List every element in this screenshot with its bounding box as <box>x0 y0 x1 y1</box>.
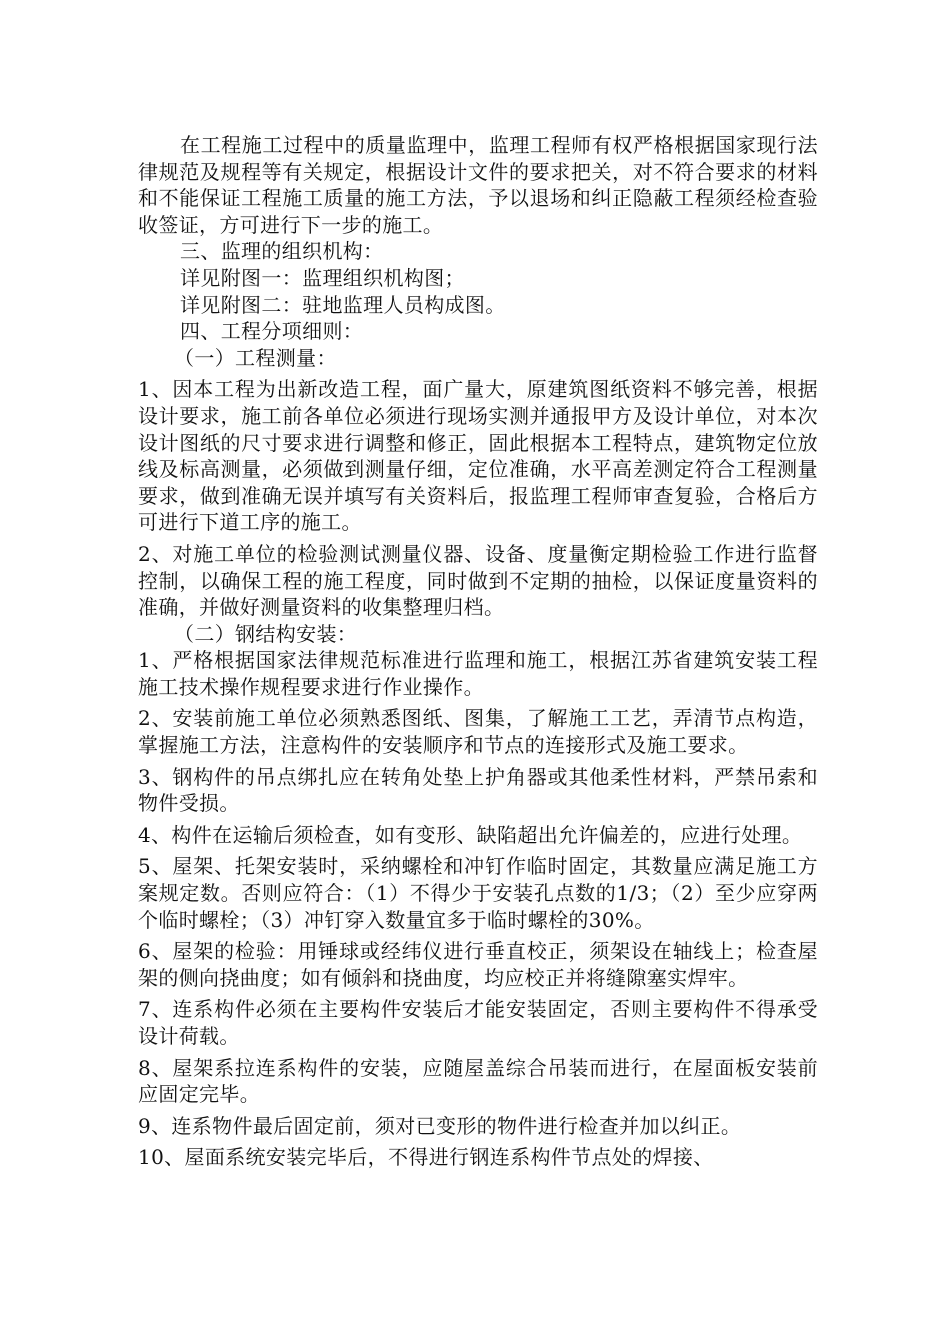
steel-item-9: 9、连系物件最后固定前，须对已变形的物件进行检查并加以纠正。 <box>138 1113 742 1138</box>
steel-item-5: 5、屋架、托架安装时，采纳螺栓和冲钉作临时固定，其数量应满足施工方案规定数。否则应符合：（1）不得少于安装孔点数的1/3；（2）至少应穿两个临时螺栓；（3）冲钉穿入数量宜多于临时螺栓的30%。 <box>138 854 818 932</box>
steel-item-10: 10、屋面系统安装完毕后，不得进行钢连系构件节点处的焊接、 <box>138 1145 714 1170</box>
survey-item-2: 2、对施工单位的检验测试测量仪器、设备、度量衡定期检验工作进行监督控制，以确保工程的施工程度，同时做到不定期的抽检，以保证度量资料的准确，并做好测量资料的收集整理归档。 <box>138 541 818 620</box>
attachment-ref-2: 详见附图二：驻地监理人员构成图。 <box>180 292 506 317</box>
section-four-heading: 四、工程分项细则： <box>180 319 364 344</box>
subsection-survey-heading: （一）工程测量： <box>174 345 337 370</box>
steel-item-3: 3、钢构件的吊点绑扎应在转角处垫上护角器或其他柔性材料，严禁吊索和物件受损。 <box>138 764 818 816</box>
steel-item-6: 6、屋架的检验：用锤球或经纬仪进行垂直校正，须架设在轴线上；检查屋架的侧向挠曲度；如有倾斜和挠曲度，均应校正并将缝隙塞实焊牢。 <box>138 939 818 990</box>
subsection-steel-heading: （二）钢结构安装： <box>174 621 358 646</box>
attachment-ref-1: 详见附图一：监理组织机构图； <box>180 265 465 290</box>
steel-item-2: 2、安装前施工单位必须熟悉图纸、图集，了解施工工艺，弄清节点构造，掌握施工方法，注意构件的安装顺序和节点的连接形式及施工要求。 <box>138 706 818 758</box>
section-three-heading: 三、监理的组织机构： <box>180 239 384 264</box>
intro-paragraph: 在工程施工过程中的质量监理中，监理工程师有权严格根据国家现行法律规范及规程等有关规定，根据设计文件的要求把关，对不符合要求的材料和不能保证工程施工质量的施工方法，予以退场和纠正隐蔽工程须经检查验收签证，方可进行下一步的施工。 <box>138 133 818 237</box>
survey-item-1: 1、因本工程为出新改造工程，面广量大，原建筑图纸资料不够完善，根据设计要求，施工前各单位必须进行现场实测并通报甲方及设计单位，对本次设计图纸的尺寸要求进行调整和修正，固此根据本工程特点，建筑物定位放线及标高测量，必须做到测量仔细，定位准确，水平高差测定符合工程测量要求，做到准确无误并填写有关资料后，报监理工程师审查复验，合格后方可进行下道工序的施工。 <box>138 377 818 535</box>
steel-item-1: 1、严格根据国家法律规范标准进行监理和施工，根据江苏省建筑安装工程施工技术操作规程要求进行作业操作。 <box>138 648 818 699</box>
steel-item-4: 4、构件在运输后须检查，如有变形、缺陷超出允许偏差的，应进行处理。 <box>138 822 803 847</box>
steel-item-8: 8、屋架系拉连系构件的安装，应随屋盖综合吊装而进行，在屋面板安装前应固定完毕。 <box>138 1055 818 1107</box>
document-body <box>138 132 818 1171</box>
steel-item-7: 7、连系构件必须在主要构件安装后才能安装固定，否则主要构件不得承受设计荷载。 <box>138 997 818 1048</box>
